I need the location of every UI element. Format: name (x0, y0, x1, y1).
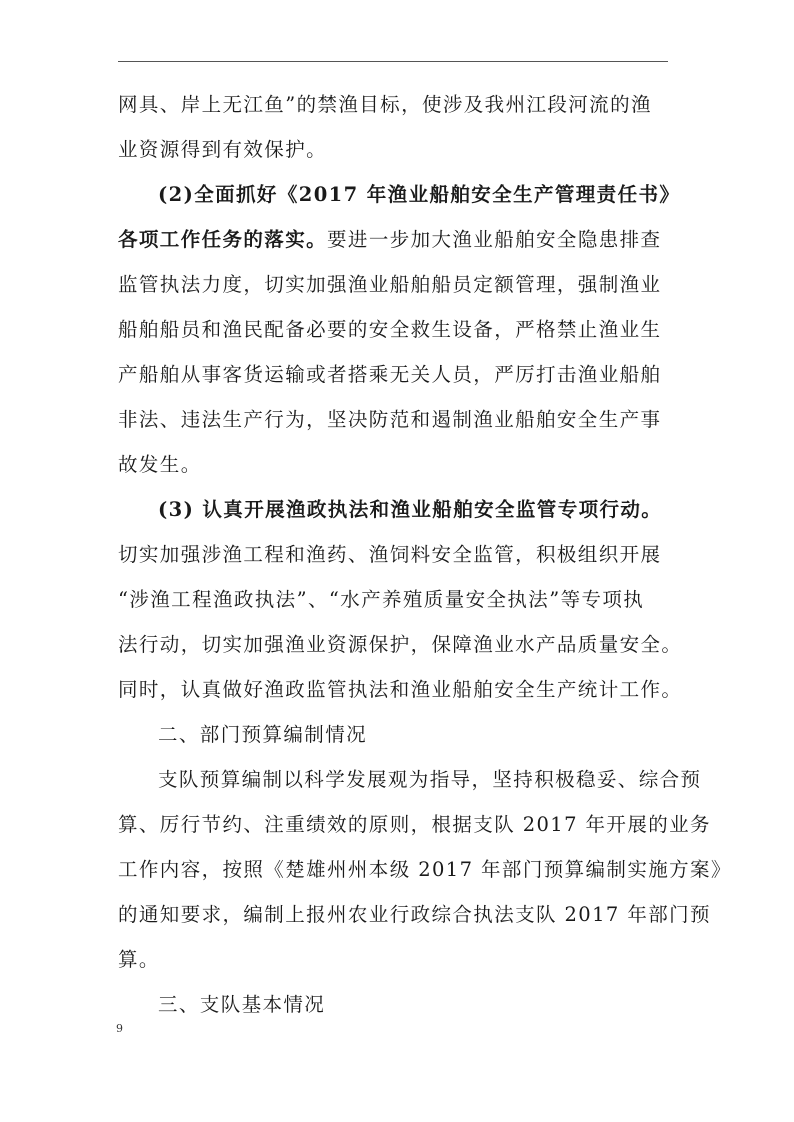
paragraph-line: 业资源得到有效保护。 (118, 138, 328, 161)
paragraph-line: 切实加强涉渔工程和渔药、渔饲料安全监管，积极组织开展 (118, 543, 662, 566)
paragraph-line: 同时，认真做好渔政监管执法和渔业船舶安全生产统计工作。 (118, 678, 683, 701)
header-rule (118, 61, 668, 62)
paragraph-line: 故发生。 (118, 453, 202, 476)
paragraph-line: 非法、违法生产行为，坚决防范和遏制渔业船舶安全生产事 (118, 408, 662, 431)
paragraph-line: 算。 (118, 948, 160, 971)
paragraph-line: 网具、岸上无江鱼”的禁渔目标，使涉及我州江段河流的渔 (118, 93, 652, 116)
paragraph-line: 产船舶从事客货运输或者搭乘无关人员，严厉打击渔业船舶 (118, 363, 662, 386)
paragraph-line: 船舶船员和渔民配备必要的安全救生设备，严格禁止渔业生 (118, 318, 662, 341)
paragraph-line: 法行动，切实加强渔业资源保护，保障渔业水产品质量安全。 (118, 633, 683, 656)
page-number: 9 (116, 1022, 123, 1035)
section-3-heading: 三、支队基本情况 (158, 993, 326, 1016)
paragraph-line: 工作内容，按照《楚雄州州本级 2017 年部门预算编制实施方案》 (118, 858, 732, 881)
paragraph-line: 监管执法力度，切实加强渔业船舶船员定额管理，强制渔业 (118, 273, 662, 296)
section-2-heading: 二、部门预算编制情况 (158, 723, 368, 746)
paragraph-line: 支队预算编制以科学发展观为指导，坚持积极稳妥、综合预 (158, 768, 702, 791)
paragraph-line: “涉渔工程渔政执法”、“水产养殖质量安全执法”等专项执 (118, 588, 645, 611)
item-2-line (118, 228, 661, 252)
paragraph-line: 的通知要求，编制上报州农业行政综合执法支队 2017 年部门预 (118, 903, 711, 926)
item-2-heading-cont: 各项工作任务的落实。 (118, 228, 328, 251)
item-2-heading: (2)全面抓好《2017 年渔业船舶安全生产管理责任书》 (158, 183, 681, 206)
item-3-heading: (3) 认真开展渔政执法和渔业船舶安全监管专项行动。 (158, 498, 663, 521)
item-2-text: 要进一步加大渔业船舶安全隐患排查 (327, 228, 662, 251)
paragraph-line: 算、厉行节约、注重绩效的原则，根据支队 2017 年开展的业务 (118, 813, 711, 836)
